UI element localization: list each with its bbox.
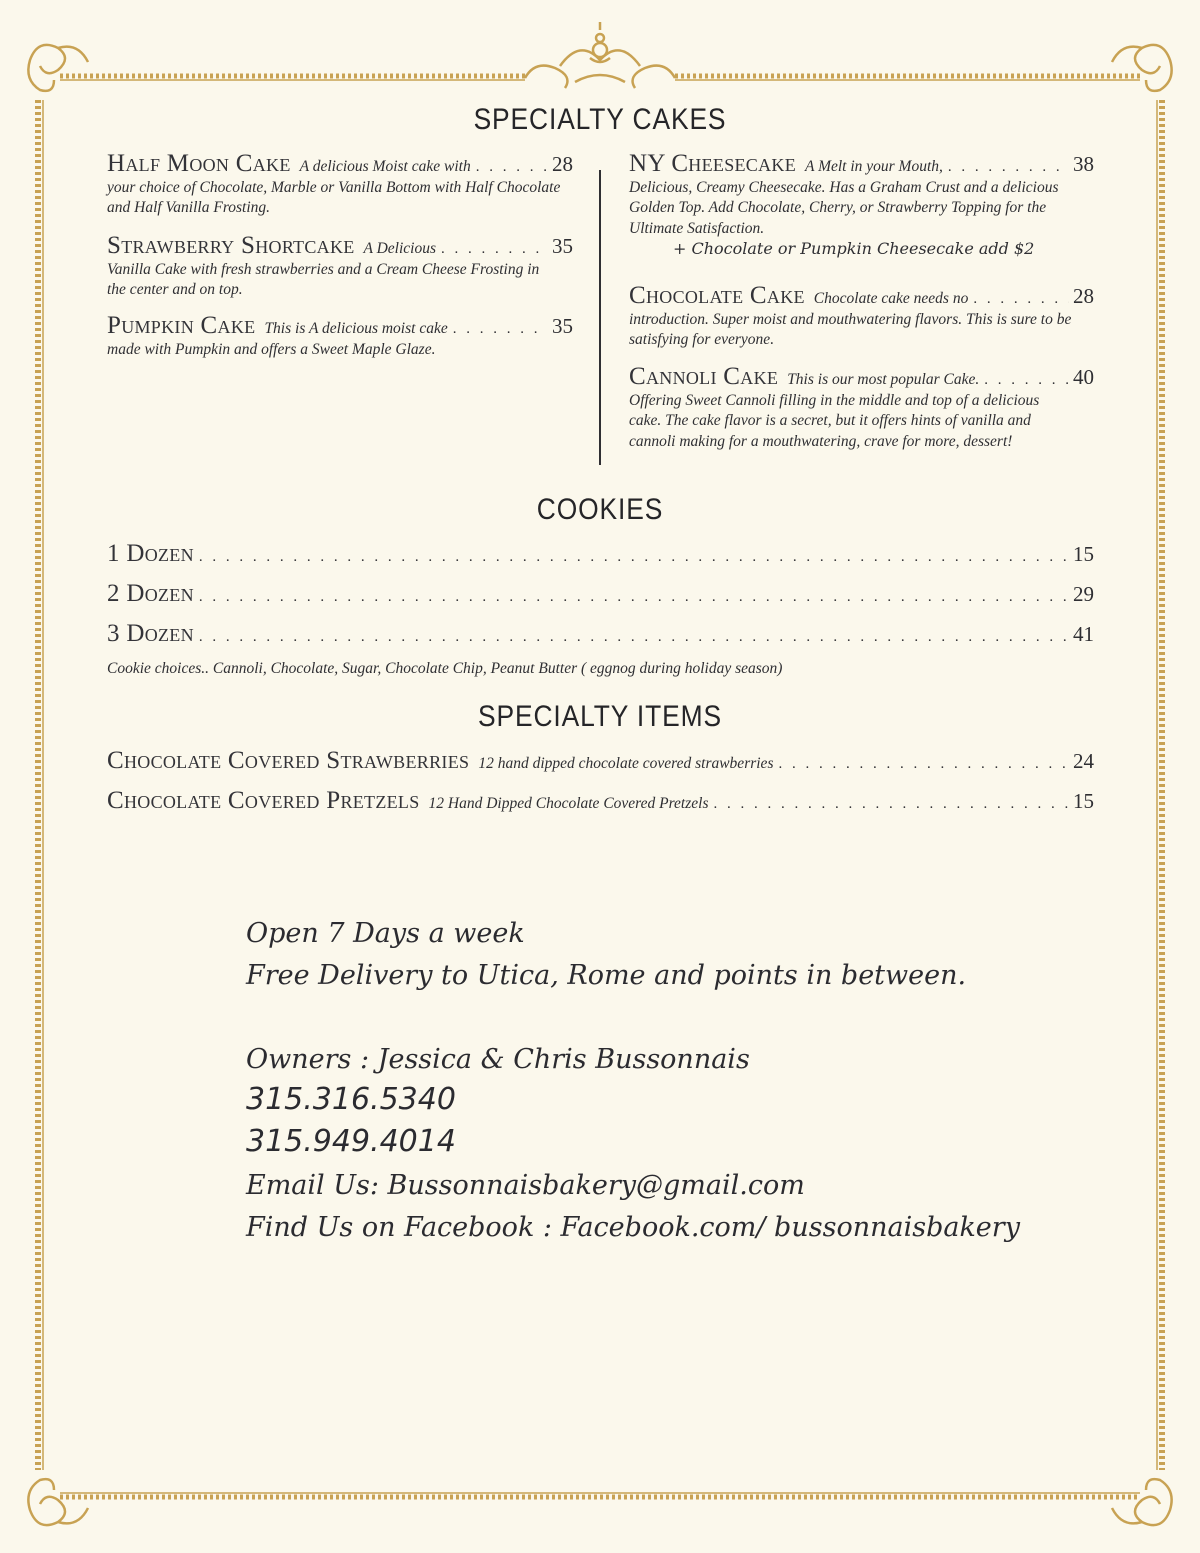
item-name: Chocolate Cake: [629, 282, 805, 309]
item-desc-inline: This is our most popular Cake.: [787, 371, 980, 388]
item-desc-inline: A delicious Moist cake with: [299, 158, 471, 175]
dot-leader: [476, 157, 548, 178]
item-desc: Delicious, Creamy Cheesecake. Has a Graham Crust and a delicious Golden Top. Add Chocolate, Cherry, or Strawberry Topping for the Ultimate Satisfaction.: [629, 178, 1059, 237]
cookies-heading: COOKIES: [536, 493, 664, 526]
menu-item-cookies-3-dozen: [107, 620, 1094, 648]
item-price: 41: [1073, 622, 1094, 646]
hours-text: Open 7 Days a week: [246, 918, 525, 949]
specialty-items-heading: SPECIALTY ITEMS: [477, 700, 723, 733]
dot-leader: [199, 627, 1069, 648]
item-price: 29: [1073, 582, 1094, 606]
item-name: Strawberry Shortcake: [107, 232, 355, 259]
item-name: NY Cheesecake: [629, 150, 796, 177]
item-price: 15: [1073, 542, 1094, 566]
menu-item-ny-cheesecake: [629, 150, 1094, 260]
item-name: Chocolate Covered Strawberries: [107, 747, 470, 774]
dot-leader: [778, 754, 1069, 775]
item-desc: Vanilla Cake with fresh strawberries and a Cream Cheese Frosting in the center and on top.: [107, 260, 540, 298]
dot-leader: [453, 319, 548, 340]
dot-leader: [984, 370, 1069, 391]
item-desc: Offering Sweet Cannoli filling in the middle and top of a delicious cake. The cake flavor is a secret, but it offers hints of vanilla and cannoli making for a mouthwatering, crave for more, dessert!: [629, 391, 1040, 450]
specialty-cakes-heading: SPECIALTY CAKES: [473, 103, 727, 136]
item-price: 15: [1073, 789, 1094, 813]
menu-item-chocolate-covered-strawberries: [107, 747, 1094, 775]
dot-leader: [199, 547, 1069, 568]
dot-leader: [973, 289, 1069, 310]
menu-item-cookies-2-dozen: [107, 580, 1094, 608]
item-name: 3 Dozen: [107, 620, 194, 647]
menu-item-chocolate-covered-pretzels: [107, 787, 1094, 815]
item-price: 28: [1073, 284, 1094, 308]
email-text: Email Us: Bussonnaisbakery@gmail.com: [246, 1170, 805, 1201]
item-name: Chocolate Covered Pretzels: [107, 787, 420, 814]
item-desc-inline: 12 Hand Dipped Chocolate Covered Pretzels: [428, 795, 709, 812]
item-desc-inline: This is A delicious moist cake: [264, 320, 448, 337]
item-addon: + Chocolate or Pumpkin Cheesecake add $2: [673, 239, 1035, 258]
delivery-text: Free Delivery to Utica, Rome and points in between.: [246, 960, 967, 991]
menu-item-cannoli-cake: [629, 363, 1094, 452]
owners-text: Owners : Jessica & Chris Bussonnais: [246, 1044, 750, 1075]
item-name: 1 Dozen: [107, 540, 194, 567]
item-desc: your choice of Chocolate, Marble or Vanilla Bottom with Half Chocolate and Half Vanilla Frosting.: [107, 178, 561, 216]
item-price: 28: [552, 152, 573, 176]
item-price: 38: [1073, 152, 1094, 176]
menu-item-cookies-1-dozen: [107, 540, 1094, 568]
cookie-choices-note: Cookie choices.. Cannoli, Chocolate, Sugar, Chocolate Chip, Peanut Butter ( eggnog during holiday season): [107, 660, 783, 677]
item-desc: introduction. Super moist and mouthwatering flavors. This is sure to be satisfying for everyone.: [629, 310, 1072, 348]
item-price: 35: [552, 314, 573, 338]
phone-number-1: 315.316.5340: [246, 1082, 456, 1117]
item-name: Pumpkin Cake: [107, 312, 256, 339]
column-divider: [599, 170, 601, 465]
menu-item-pumpkin-cake: [107, 312, 573, 360]
item-desc-inline: 12 hand dipped chocolate covered strawberries: [478, 755, 774, 772]
item-price: 40: [1073, 365, 1094, 389]
menu-item-chocolate-cake: [629, 282, 1094, 351]
facebook-text: Find Us on Facebook : Facebook.com/ bussonnaisbakery: [246, 1212, 1020, 1243]
item-desc-inline: Chocolate cake needs no: [813, 290, 969, 307]
dot-leader: [714, 794, 1070, 815]
item-name: 2 Dozen: [107, 580, 194, 607]
menu-item-strawberry-shortcake: [107, 232, 573, 301]
phone-number-2: 315.949.4014: [246, 1124, 456, 1159]
menu-item-half-moon-cake: [107, 150, 573, 219]
item-price: 24: [1073, 749, 1094, 773]
item-name: Half Moon Cake: [107, 150, 291, 177]
item-price: 35: [552, 234, 573, 258]
dot-leader: [441, 239, 548, 260]
dot-leader: [948, 157, 1069, 178]
item-desc-inline: A Delicious: [363, 240, 437, 257]
item-desc: made with Pumpkin and offers a Sweet Maple Glaze.: [107, 340, 436, 358]
item-name: Cannoli Cake: [629, 363, 779, 390]
item-desc-inline: A Melt in your Mouth,: [805, 158, 943, 175]
dot-leader: [199, 587, 1069, 608]
